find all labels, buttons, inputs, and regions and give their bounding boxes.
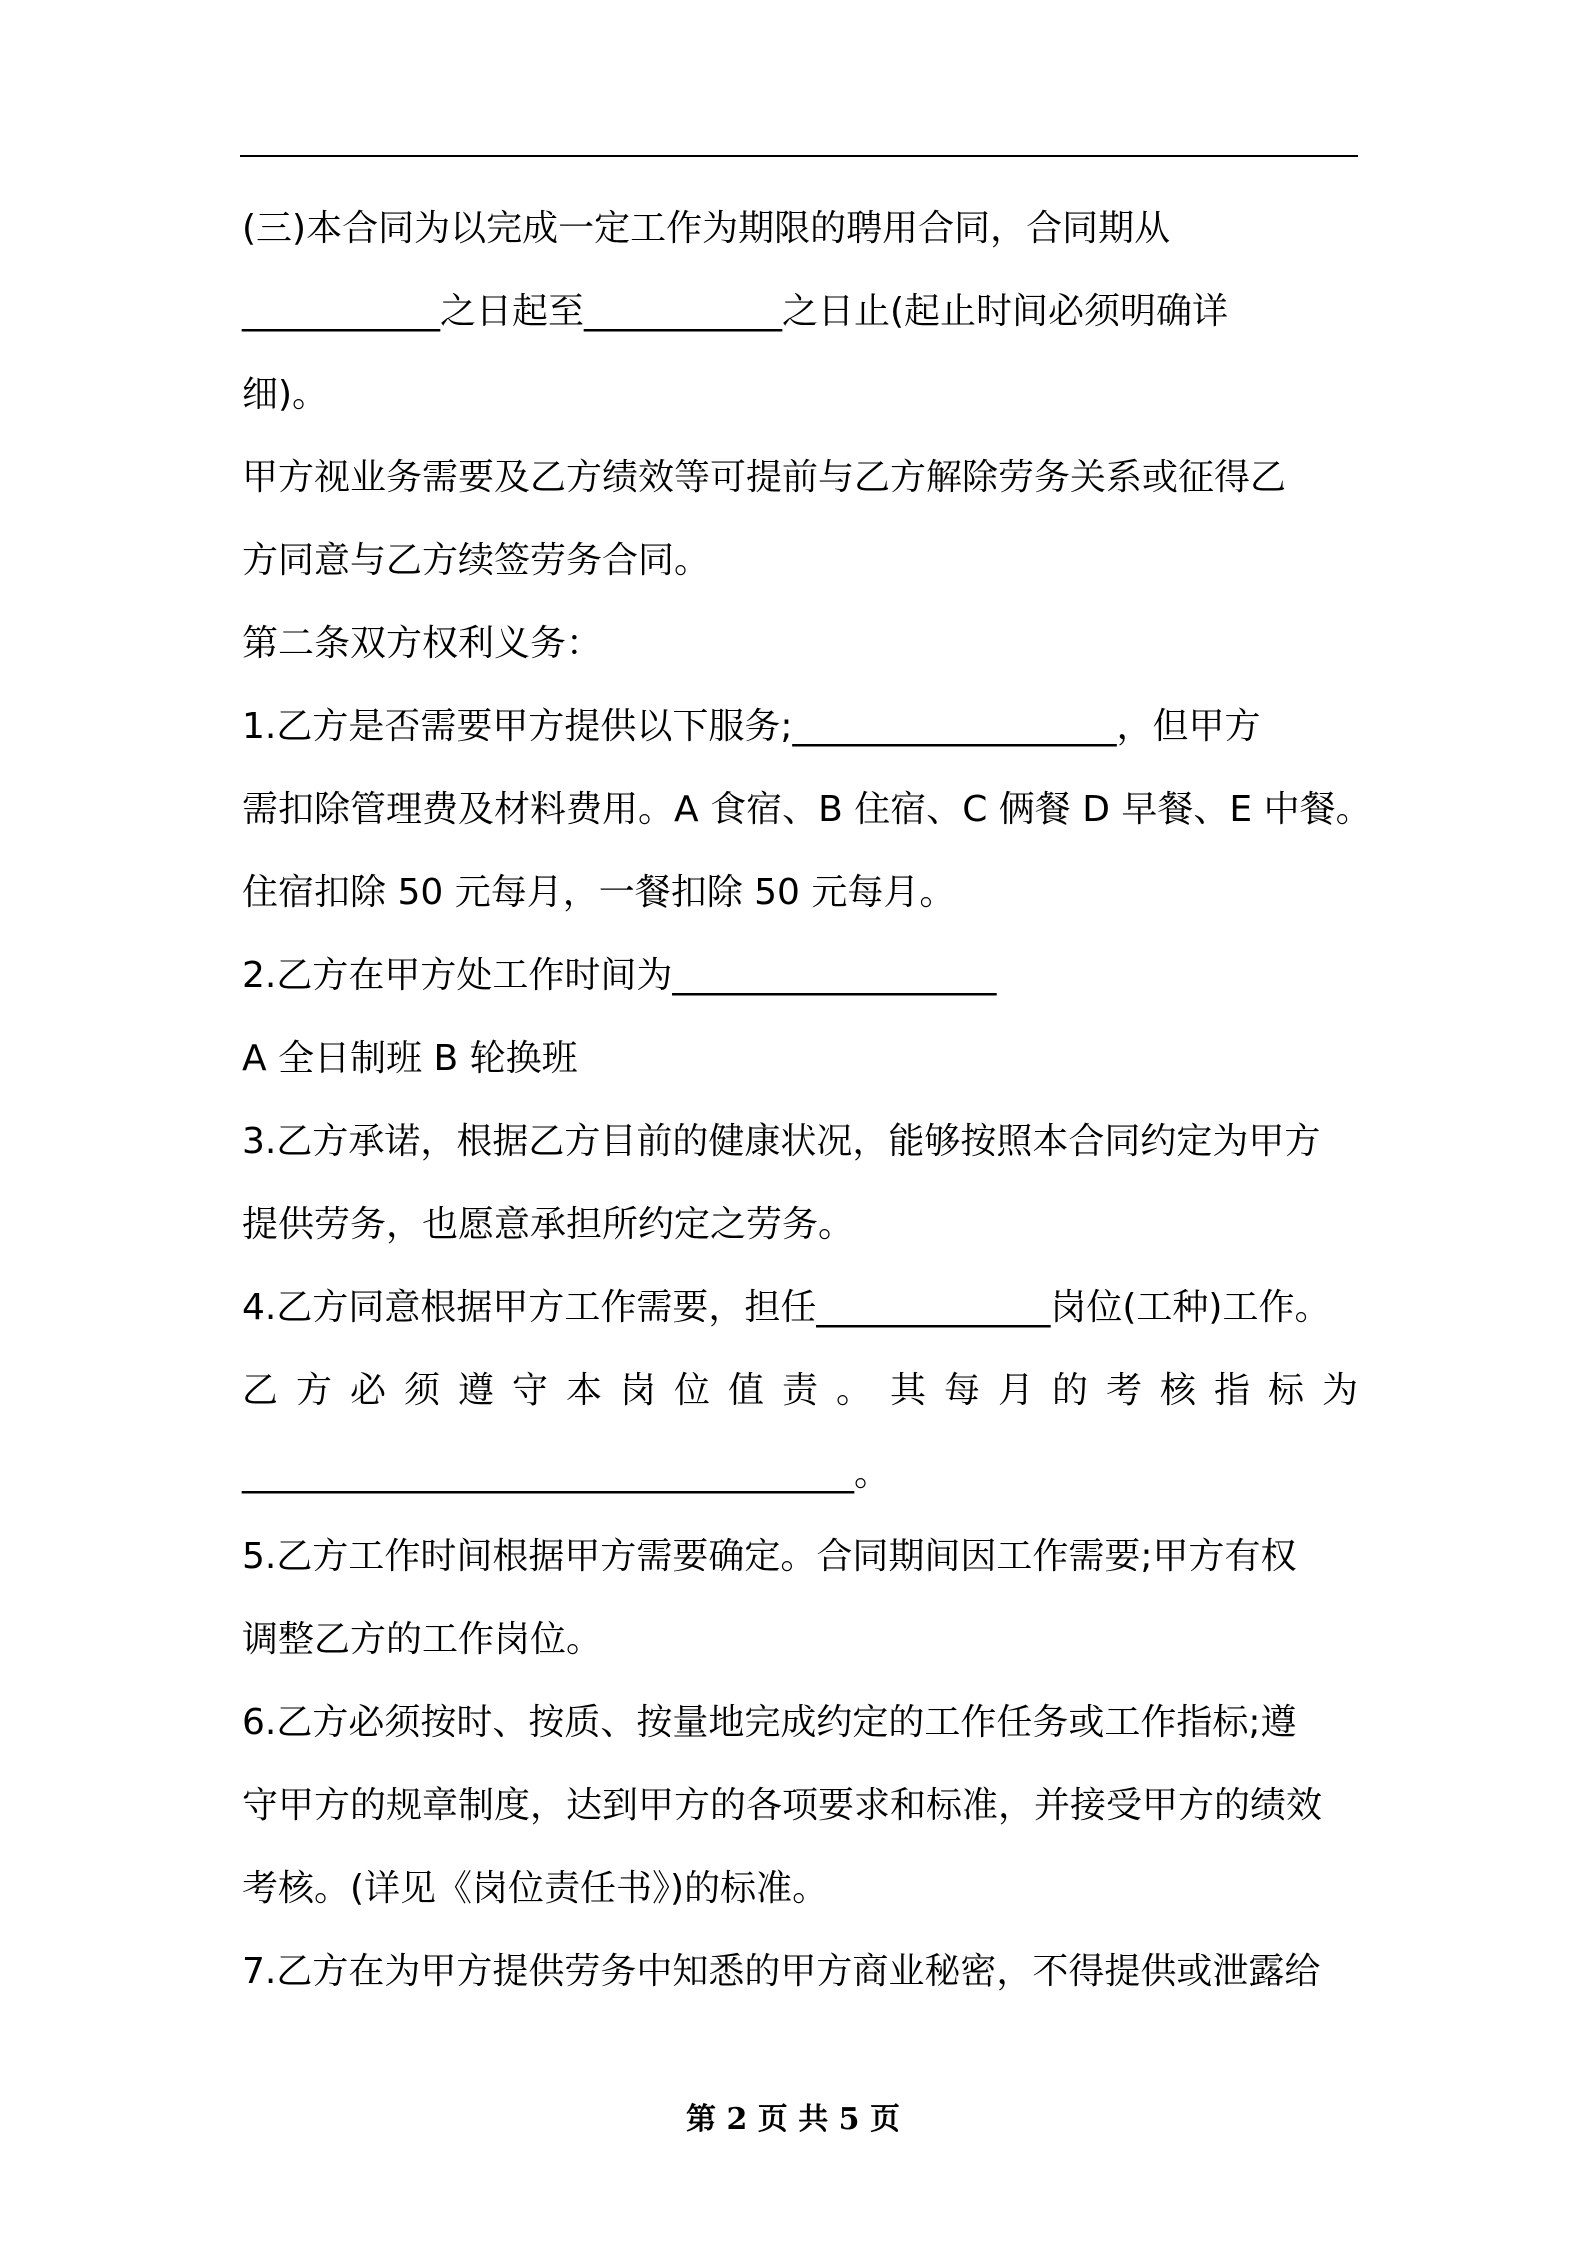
section-heading: 第二条双方权利义务： <box>242 623 603 664</box>
page-footer: 第 2 页 共 5 页 <box>686 2102 900 2137</box>
text-line: 2.乙方在甲方处工作时间为__________________ <box>242 955 997 996</box>
text-line: 4.乙方同意根据甲方工作需要，担任_____________岗位(工种)工作。 <box>242 1287 1331 1328</box>
header-rule <box>240 155 1358 157</box>
text-line: ___________之日起至___________之日止(起止时间必须明确详 <box>242 291 1229 332</box>
text-line: 甲方视业务需要及乙方绩效等可提前与乙方解除劳务关系或征得乙 <box>242 457 1287 498</box>
text-line: __________________________________。 <box>242 1453 890 1494</box>
text-line: 守甲方的规章制度，达到甲方的各项要求和标准，并接受甲方的绩效 <box>242 1785 1323 1826</box>
text-line: 方同意与乙方续签劳务合同。 <box>242 540 711 581</box>
text-line: 乙方必须遵守本岗位值责。其每月的考核指标为 <box>242 1370 1358 1411</box>
text-line: (三)本合同为以完成一定工作为期限的聘用合同，合同期从 <box>242 208 1171 249</box>
text-line: 6.乙方必须按时、按质、按量地完成约定的工作任务或工作指标;遵 <box>242 1702 1297 1743</box>
text-line: 需扣除管理费及材料费用。A 食宿、B 住宿、C 俩餐 D 早餐、E 中餐。 <box>242 789 1372 830</box>
text-line: 1.乙方是否需要甲方提供以下服务;__________________，但甲方 <box>242 706 1261 747</box>
text-line: 调整乙方的工作岗位。 <box>242 1619 603 1660</box>
text-line: 3.乙方承诺，根据乙方目前的健康状况，能够按照本合同约定为甲方 <box>242 1121 1321 1162</box>
text-line: 7.乙方在为甲方提供劳务中知悉的甲方商业秘密，不得提供或泄露给 <box>242 1951 1321 1992</box>
text-line: 细)。 <box>242 374 329 415</box>
text-line: 考核。(详见《岗位责任书》)的标准。 <box>242 1868 829 1909</box>
text-line: 5.乙方工作时间根据甲方需要确定。合同期间因工作需要;甲方有权 <box>242 1536 1297 1577</box>
text-line: 提供劳务，也愿意承担所约定之劳务。 <box>242 1204 855 1245</box>
text-line: 住宿扣除 50 元每月，一餐扣除 50 元每月。 <box>242 872 956 913</box>
text-line: A 全日制班 B 轮换班 <box>242 1038 578 1079</box>
